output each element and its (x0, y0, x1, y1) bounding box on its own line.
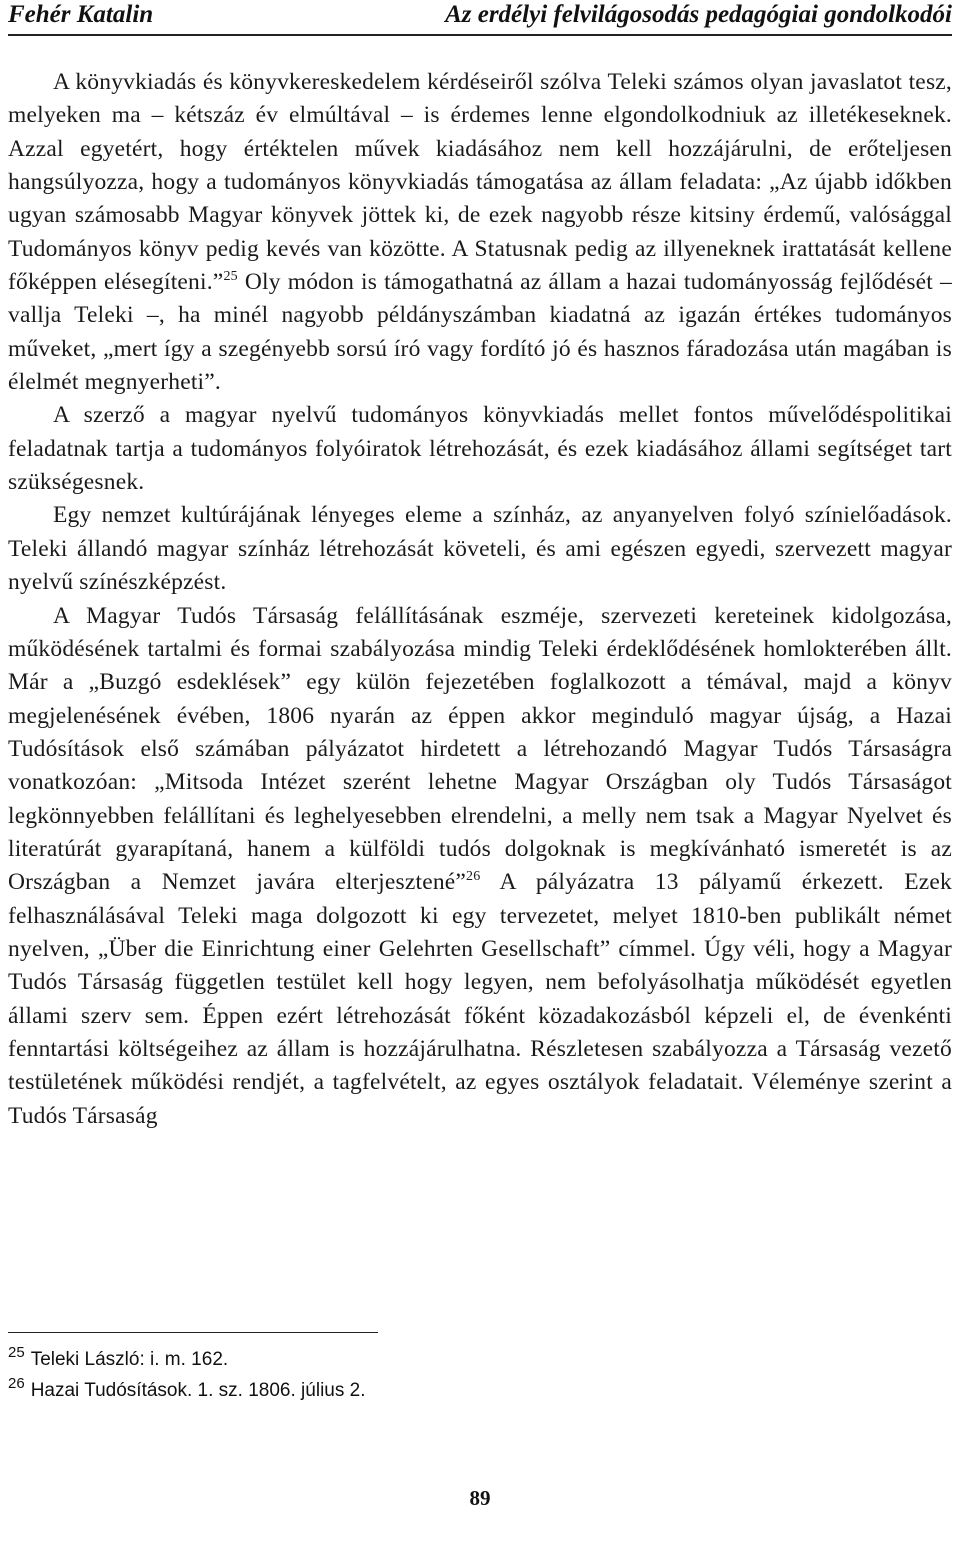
footnote-ref-26: 26 (466, 869, 481, 885)
paragraph-1 (8, 66, 952, 399)
paragraph-1-text-b: Oly módon is támogathatná az állam a hazai tudományosság fejlődését – vallja Teleki –, ha minél nagyobb példányszámban kiadatná az igazán értékes tudományos műveket, „mert így a szegényebb sorsú író vagy fordító jó és hasznos fáradozása után magában is élelmét megnyerheti”. (8, 269, 952, 396)
footnote-25 (8, 1344, 229, 1372)
body-text (8, 66, 952, 1133)
paragraph-2: A szerző a magyar nyelvű tudományos könyvkiadás mellet fontos művelődéspolitikai feladatnak tartja a tudományos folyóiratok létrehozását, és ezek kiadásához állami segítséget tart szükségesnek. (8, 402, 952, 496)
header-author: Fehér Katalin (8, 1, 154, 28)
running-header (8, 0, 952, 36)
footnote-ref-25: 25 (223, 269, 238, 285)
footnote-number: 26 (8, 1375, 25, 1392)
footnote-26 (8, 1375, 366, 1403)
footnote-text: Teleki László: i. m. 162. (30, 1349, 229, 1370)
footnote-number: 25 (8, 1344, 25, 1361)
paragraph-4-text-a: A Magyar Tudós Társaság felállításának eszméje, szervezeti kereteinek kidolgozása, működésének tartalmi és formai szabályozása mindig Teleki érdeklődésének homlokterében állt. Már a „Buzgó esdeklések” egy külön fejezetében foglalkozott a témával, majd a könyv megjelenésének évében, 1806 nyarán az éppen akkor meginduló magyar újság, a Hazai Tudósítások első számában pályázatot hirdetett a létrehozandó Magyar Tudós Társaságra vonatkozóan: „Mitsoda Intézet szerént lehetne Magyar Országban oly Tudós Társaságot legkönnyebben felállítani és leghelyesebben elrendelni, a melly nem tsak a Magyar Nyelvet és literatúrát gyarapítaná, hanem a külföldi tudós dolgoknak is megkívánható ismeretét is az Országban a Nemzet javára elterjesztené” (8, 602, 952, 896)
paragraph-4-text-b: A pályázatra 13 pályamű érkezett. Ezek felhasználásával Teleki maga dolgozott ki egy tervezetet, melyet 1810-ben publikált német nyelven, „Über die Einrichtung einer Gelehrten Gesellschaft” címmel. Úgy véli, hogy a Magyar Tudós Társaság független testület kell hogy legyen, nem befolyásolhatja működését egyetlen állami szerv sem. Éppen ezért létrehozását főként közadakozásból képzeli el, de évenkénti fenntartási költségeihez az állam is hozzájárulhatna. Részletesen szabályozza a Társaság vezető testületének működési rendjét, a tagfelvételt, az egyes osztályok feladatait. Véleménye szerint a Tudós Társaság (8, 869, 952, 1129)
paragraph-1-text-a: A könyvkiadás és könyvkereskedelem kérdéseiről szólva Teleki számos olyan javaslatot tesz, melyeken ma – kétszáz év elmúltával – is érdemes lenne elgondolkodniuk az illetékeseknek. Azzal egyetért, hogy értéktelen művek kiadásához nem kell hozzájárulni, de erőteljesen hangsúlyozza, hogy a tudományos könyvkiadás támogatása az állam feladata: „Az újabb időkben ugyan számosabb Magyar könyvek jöttek ki, de ezek nagyobb része kitsiny érdemű, valósággal Tudományos könyv pedig kevés van közötte. A Statusnak pedig az illyeneknek irattatását kellene főképpen elésegíteni.” (8, 69, 952, 296)
header-title: Az erdélyi felvilágosodás pedagógiai gondolkodói (445, 1, 952, 28)
paragraph-3: Egy nemzet kultúrájának lényeges eleme a színház, az anyanyelven folyó színielőadások. Teleki állandó magyar színház létrehozását követeli, és ami egészen egyedi, szervezett magyar nyelvű színészképzést. (8, 502, 952, 596)
paragraph-4 (8, 600, 952, 1134)
page-number: 89 (469, 1486, 491, 1510)
footnote-text: Hazai Tudósítások. 1. sz. 1806. július 2. (30, 1380, 366, 1401)
footnote-separator (8, 1332, 378, 1333)
